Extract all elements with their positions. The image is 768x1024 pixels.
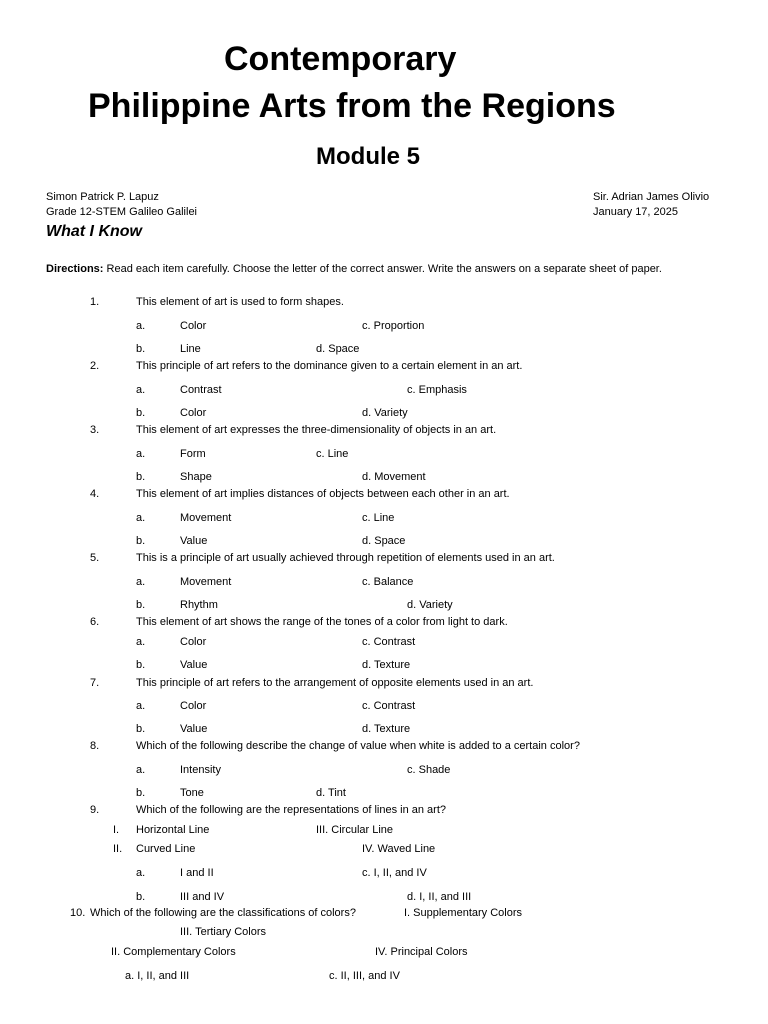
document-title-line-1: Contemporary [224,40,457,78]
question-number: 5. [90,552,100,564]
option-text: Value [180,659,208,671]
question-number: 1. [90,296,100,308]
option-text: d. Space [362,535,406,547]
question-text: Which of the following describe the change of value when white is added to a certain color? [136,740,580,752]
option-text: Intensity [180,764,221,776]
directions [46,262,706,277]
option-text: c. Proportion [362,320,425,332]
module-title: Module 5 [316,143,421,170]
option-text: Rhythm [180,599,218,611]
question-text: This element of art shows the range of the tones of a color from light to dark. [136,616,508,628]
option-text: c. Line [362,512,395,524]
document-date: January 17, 2025 [593,206,679,218]
option-text: Color [180,320,207,332]
option-text: c. I, II, and IV [362,867,427,879]
option-text: d. Texture [362,659,411,671]
section-heading: What I Know [46,223,142,240]
option-text: c. II, III, and IV [329,970,400,982]
option-text: d. I, II, and III [407,891,472,903]
question-text: This element of art is used to form shapes. [136,296,344,308]
option-letter: a. [136,448,146,460]
option-letter: b. [136,599,146,611]
color-item: I. Supplementary Colors [404,907,522,919]
option-letter: b. [136,723,146,735]
option-text: Form [180,448,206,460]
option-text: Color [180,700,207,712]
option-letter: b. [136,659,146,671]
option-text: Contrast [180,384,222,396]
option-text: c. Balance [362,576,414,588]
option-letter: b. [136,407,146,419]
option-text: Color [180,407,207,419]
roman-numeral: I. [113,824,120,836]
option-text: a. I, II, and III [125,970,190,982]
option-text: Line [180,343,201,355]
option-letter: a. [136,576,146,588]
option-letter: a. [136,384,146,396]
color-item: III. Tertiary Colors [180,926,266,938]
directions-text: Read each item carefully. Choose the letter of the correct answer. Write the answers on a separate sheet of paper. [103,263,662,275]
question-number: 2. [90,360,100,372]
option-letter: a. [136,636,146,648]
option-text: Color [180,636,207,648]
question-text: This is a principle of art usually achieved through repetition of elements used in an art. [136,552,555,564]
option-text: c. Contrast [362,636,416,648]
line-item: Horizontal Line [136,824,210,836]
option-text: Shape [180,471,212,483]
question-text: Which of the following are the representations of lines in an art? [136,804,447,816]
question-text: This principle of art refers to the dominance given to a certain element in an art. [136,360,523,372]
option-text: Tone [180,787,204,799]
option-letter: b. [136,787,146,799]
option-text: d. Movement [362,471,426,483]
question-text: Which of the following are the classifications of colors? [90,907,356,919]
option-text: Movement [180,512,232,524]
option-letter: a. [136,764,146,776]
option-text: Value [180,723,208,735]
line-item: Curved Line [136,843,196,855]
option-letter: a. [136,700,146,712]
roman-numeral: II. [113,843,123,855]
question-number: 7. [90,677,100,689]
option-text: Movement [180,576,232,588]
document-title-line-2: Philippine Arts from the Regions [88,87,616,125]
student-grade: Grade 12-STEM Galileo Galilei [46,206,198,218]
directions-label: Directions: [46,263,104,275]
option-letter: a. [136,320,146,332]
question-text: This element of art expresses the three-dimensionality of objects in an art. [136,424,497,436]
option-text: d. Space [316,343,360,355]
color-item: II. Complementary Colors [111,946,236,958]
option-letter: a. [136,867,146,879]
color-item: IV. Principal Colors [375,946,468,958]
question-number: 6. [90,616,100,628]
option-letter: b. [136,535,146,547]
option-text: III and IV [180,891,225,903]
option-text: d. Texture [362,723,411,735]
question-text: This principle of art refers to the arrangement of opposite elements used in an art. [136,677,534,689]
option-text: c. Shade [407,764,451,776]
option-text: d. Variety [362,407,408,419]
question-number: 10. [70,907,86,919]
option-letter: b. [136,471,146,483]
question-number: 4. [90,488,100,500]
option-text: c. Contrast [362,700,416,712]
option-text: d. Variety [407,599,453,611]
question-text: This element of art implies distances of objects between each other in an art. [136,488,510,500]
question-number: 8. [90,740,100,752]
option-letter: b. [136,891,146,903]
line-item: IV. Waved Line [362,843,436,855]
option-letter: a. [136,512,146,524]
question-number: 3. [90,424,100,436]
option-text: I and II [180,867,214,879]
option-letter: b. [136,343,146,355]
student-name: Simon Patrick P. Lapuz [46,191,159,203]
option-text: Value [180,535,208,547]
question-number: 9. [90,804,100,816]
teacher-name: Sir. Adrian James Olivio [593,191,710,203]
line-item: III. Circular Line [316,824,394,836]
option-text: c. Emphasis [407,384,467,396]
option-text: d. Tint [316,787,346,799]
option-text: c. Line [316,448,349,460]
